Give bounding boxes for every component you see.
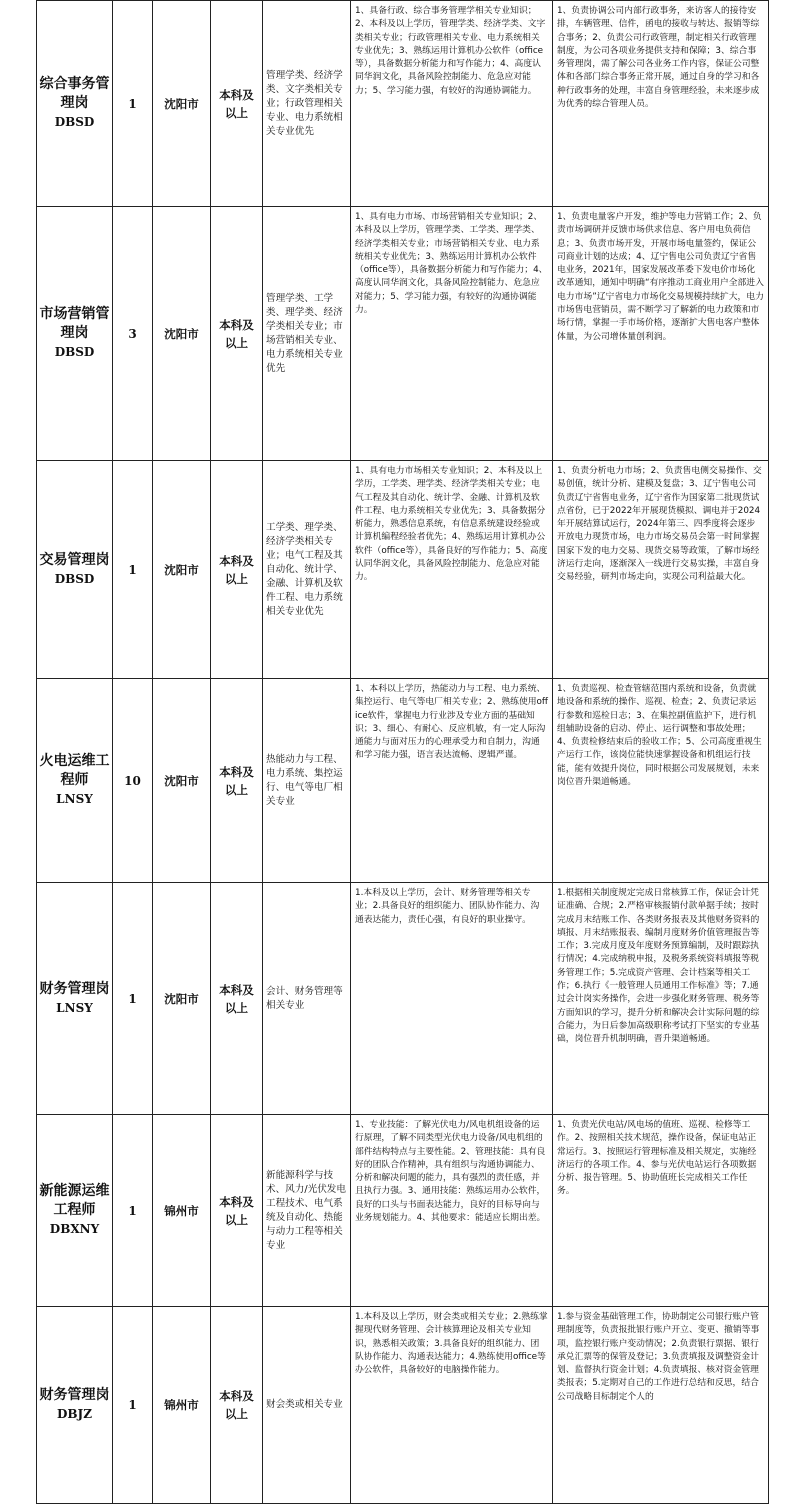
education-cell: 本科及以上 (211, 207, 263, 461)
table-row (37, 207, 769, 461)
duties-cell: 1、负责电量客户开发，维护等电力营销工作；2、负责市场调研并反馈市场供求信息、客户用电负荷信息；3、负责市场开发，开展市场电量签约，保证公司商业计划的达成；4、辽宁售电公司负责辽宁省售电业务，2021年，国家发展改革委下发电价市场化改革通知，通知中明确“有序推动工商业用户全部进入电力市场”辽宁省电力市场化交易规模持续扩大，电力市场售电营销员，需不断学习了解新的电力政策和市场行情，掌握一手市场价格，逐渐扩大售电客户整体体量，为公司增体量创利润。 (553, 207, 769, 461)
requirements-cell: 1、具有电力市场、市场营销相关专业知识；2、本科及以上学历，管理学类、工学类、理学类、经济学类相关专业；市场营销相关专业、电力系统相关专业优先；3、熟练运用计算机办公软件（office等），具备数据分析能力和写作能力；4、高度认同华润文化，具备风险控制能力、危急应对能力；5、学习能力强，有较好的沟通协调能力。 (351, 207, 553, 461)
duties-cell: 1、负责分析电力市场；2、负责售电侧交易操作、交易创值，统计分析、建模及复盘；3、辽宁售电公司负责辽宁省售电业务，辽宁省作为国家第二批现货试点省份，已于2022年开展现货模拟、调电并于2024年开展结算试运行，2024年第三、四季度将会逐步开放电力现货市场，电力市场交易员会第一时间掌握国家下发的电力交易、现货交易等政策，了解市场经济运行走向，逐渐深入一线进行交易实操，丰富自身交易经验，研判市场走向，实现公司利益最大化。 (553, 461, 769, 679)
requirements-cell: 1、具有电力市场相关专业知识；2、本科及以上学历，工学类、理学类、经济学类相关专业；电气工程及其自动化、统计学、金融、计算机及软件工程、电力系统相关专业优先；3、具备数据分析能力，熟悉信息系统，有信息系统建设经验或计算机编程经验者优先；4、熟练运用计算机办公软件（office等），具备良好的写作能力；5、高度认同华润文化，具备风险控制能力、危急应对能力。 (351, 461, 553, 679)
major-cell: 新能源科学与技术、风力/光伏发电工程技术、电气系统及自动化、热能与动力工程等相关专业 (263, 1115, 351, 1307)
duties-cell: 1、负责巡视、检查管辖范围内系统和设备，负责就地设备和系统的操作、巡视、检查；2、负责记录运行参数和巡检日志；3、在集控副值监护下，进行机组辅助设备的启动、停止、运行调整和事故处理；4、负责检修结束后的验收工作；5、公司高度重视生产运行工作，该岗位能快速掌握设备和机组运行技能，能有效提升岗位，同时根据公司发展规划，未来岗位晋升渠道畅通。 (553, 679, 769, 883)
position-title: 新能源运维工程师 (39, 1183, 110, 1218)
requirements-cell: 1.本科及以上学历，会计、财务管理等相关专业；2.具备良好的组织能力、团队协作能力、沟通表达能力，责任心强，有良好的职业操守。 (351, 883, 553, 1115)
table-row (37, 679, 769, 883)
requirements-cell: 1、专业技能：了解光伏电力/风电机组设备的运行原理，了解不同类型光伏电力设备/风电机组的部件结构特点与主要性能。2、管理技能：具有良好的团队合作精神，具有组织与沟通协调能力、分析和解决问题的能力，具有强烈的责任感，并且执行力强。3、通用技能：熟练运用办公软件，良好的口头与书面表达能力，良好的目标导向与业务规划能力。4、其他要求：能适应长期出差。 (351, 1115, 553, 1307)
position-title-cell (37, 1, 113, 207)
table-row (37, 1115, 769, 1307)
job-positions-table (36, 0, 769, 1504)
education-cell: 本科及以上 (211, 679, 263, 883)
requirements-cell: 1.本科及以上学历，财会类或相关专业；2.熟练掌握现代财务管理、会计核算理论及相关专业知识，熟悉相关政策；3.具备良好的组织能力、团队协作能力、沟通表达能力；4.熟练使用office等办公软件，具备较好的电脑操作能力。 (351, 1307, 553, 1504)
city-cell: 沈阳市 (153, 461, 211, 679)
headcount-cell: 1 (113, 1, 153, 207)
position-title: 财务管理岗 (39, 1387, 110, 1403)
major-cell: 工学类、理学类、经济学类相关专业；电气工程及其自动化、统计学、金融、计算机及软件工程、电力系统相关专业优先 (263, 461, 351, 679)
education-cell: 本科及以上 (211, 1, 263, 207)
position-title: 火电运维工程师 (39, 753, 110, 788)
city-cell: 沈阳市 (153, 883, 211, 1115)
education-cell: 本科及以上 (211, 883, 263, 1115)
major-cell: 管理学类、工学类、理学类、经济学类相关专业；市场营销相关专业、电力系统相关专业优先 (263, 207, 351, 461)
education-cell: 本科及以上 (211, 1307, 263, 1504)
position-title: 交易管理岗 (39, 551, 110, 568)
duties-text: 1.参与资金基础管理工作，协助制定公司银行账户管理制度等，负责报批银行账户开立、变更、撤销等事项，监控银行账户变动情况；2.负责银行票据、银行承兑汇票等的保管及登记；3.负责填报及调整资金计划、监督执行资金计划；4.负责填报、核对资金管理类报表；5.定期对自己的工作进行总结和反思，结合公司战略目标制定个人的 (557, 1312, 760, 1402)
headcount-cell: 3 (113, 207, 153, 461)
city-cell: 沈阳市 (153, 679, 211, 883)
position-code: DBSD (54, 571, 95, 586)
major-cell: 管理学类、经济学类、文字类相关专业；行政管理相关专业、电力系统相关专业优先 (263, 1, 351, 207)
position-code: DBSD (54, 345, 95, 359)
position-title-cell (37, 207, 113, 461)
requirements-cell: 1、具备行政、综合事务管理学相关专业知识；2、本科及以上学历，管理学类、经济学类、文字类相关专业；行政管理相关专业、电力系统相关专业优先；3、熟练运用计算机办公软件（office等），具备数据分析能力和写作能力；4、高度认同华润文化，具备风险控制能力、危急应对能力；5、学习能力强，有较好的沟通协调能力。 (351, 1, 553, 207)
major-cell: 财会类或相关专业 (263, 1307, 351, 1504)
position-code: DBJZ (57, 1407, 92, 1421)
position-code: LNSY (56, 1000, 93, 1015)
job-table-sheet (36, 0, 768, 1504)
position-code: DBXNY (49, 1222, 100, 1236)
position-title: 财务管理岗 (39, 980, 110, 997)
position-title: 市场营销管理岗 (39, 306, 110, 341)
headcount-cell: 1 (113, 461, 153, 679)
education-cell: 本科及以上 (211, 461, 263, 679)
headcount-cell: 1 (113, 883, 153, 1115)
city-cell: 锦州市 (153, 1115, 211, 1307)
table-row (37, 1, 769, 207)
headcount-cell: 1 (113, 1307, 153, 1504)
position-title: 综合事务管理岗 (39, 76, 110, 111)
position-title-cell (37, 1115, 113, 1307)
major-cell: 会计、财务管理等相关专业 (263, 883, 351, 1115)
major-cell: 热能动力与工程、电力系统、集控运行、电气等电厂相关专业 (263, 679, 351, 883)
duties-cell: 1、负责光伏电站/风电场的值班、巡视、检修等工作。2、按照相关技术规范，操作设备，保证电站正常运行。3、按照运行管理标准及相关规定，实施经济运行的各项工作。4、参与光伏电站运行各项数据分析、报告管理。5、协助值班长完成相关工作任务。 (553, 1115, 769, 1307)
table-row (37, 461, 769, 679)
duties-cell: 1.根据相关制度规定完成日常核算工作，保证会计凭证准确、合规；2.严格审核报销付款单据手续；按时完成月末结账工作、各类财务报表及其他财务资料的填报、月末结账报表、编制月度财务价值管理报告等工作；3.完成月度及年度财务预算编制，及时跟踪执行情况；4.完成纳税申报，及税务系统资料填报等税务管理工作；5.完成资产管理、会计档案等相关工作；6.执行《一般管理人员通用工作标准》等；7.通过会计岗实务操作，会进一步强化财务管理、税务等方面知识的学习，提升分析和解决会计实际问题的综合能力，为日后参加高级职称考试打下坚实的专业基础，岗位晋升机制明确，晋升渠道畅通。 (553, 883, 769, 1115)
duties-cell (553, 1307, 769, 1504)
city-cell: 沈阳市 (153, 1, 211, 207)
city-cell: 锦州市 (153, 1307, 211, 1504)
position-title-cell (37, 461, 113, 679)
position-title-cell (37, 1307, 113, 1504)
position-title-cell (37, 679, 113, 883)
headcount-cell: 1 (113, 1115, 153, 1307)
requirements-cell: 1、本科以上学历，热能动力与工程、电力系统、集控运行、电气等电厂相关专业；2、熟练使用office软件，掌握电力行业涉及专业方面的基础知识；3、细心、有耐心、反应机敏，有一定人际沟通能力与面对压力的心理承受力和自制力，沟通和学习能力强，语言表达流畅、逻辑严谨。 (351, 679, 553, 883)
headcount-cell: 10 (113, 679, 153, 883)
city-cell: 沈阳市 (153, 207, 211, 461)
position-title-cell (37, 883, 113, 1115)
position-code: DBSD (54, 115, 95, 129)
education-cell: 本科及以上 (211, 1115, 263, 1307)
duties-cell: 1、负责协调公司内部行政事务，来访客人的接待安排，车辆管理、信件，函电的接收与转达、报销等综合事务；2、负责公司行政管理，制定相关行政管理制度，为公司各项业务提供支持和保障；3、综合事务管理岗，需了解公司各业务工作内容，保证公司整体和各部门综合事务正常开展，通过自身的学习和各种行政事务的处理，丰富自身管理经验，未来逐步成为优秀的综合管理人员。 (553, 1, 769, 207)
table-row (37, 1307, 769, 1504)
table-row (37, 883, 769, 1115)
position-code: LNSY (56, 792, 93, 806)
